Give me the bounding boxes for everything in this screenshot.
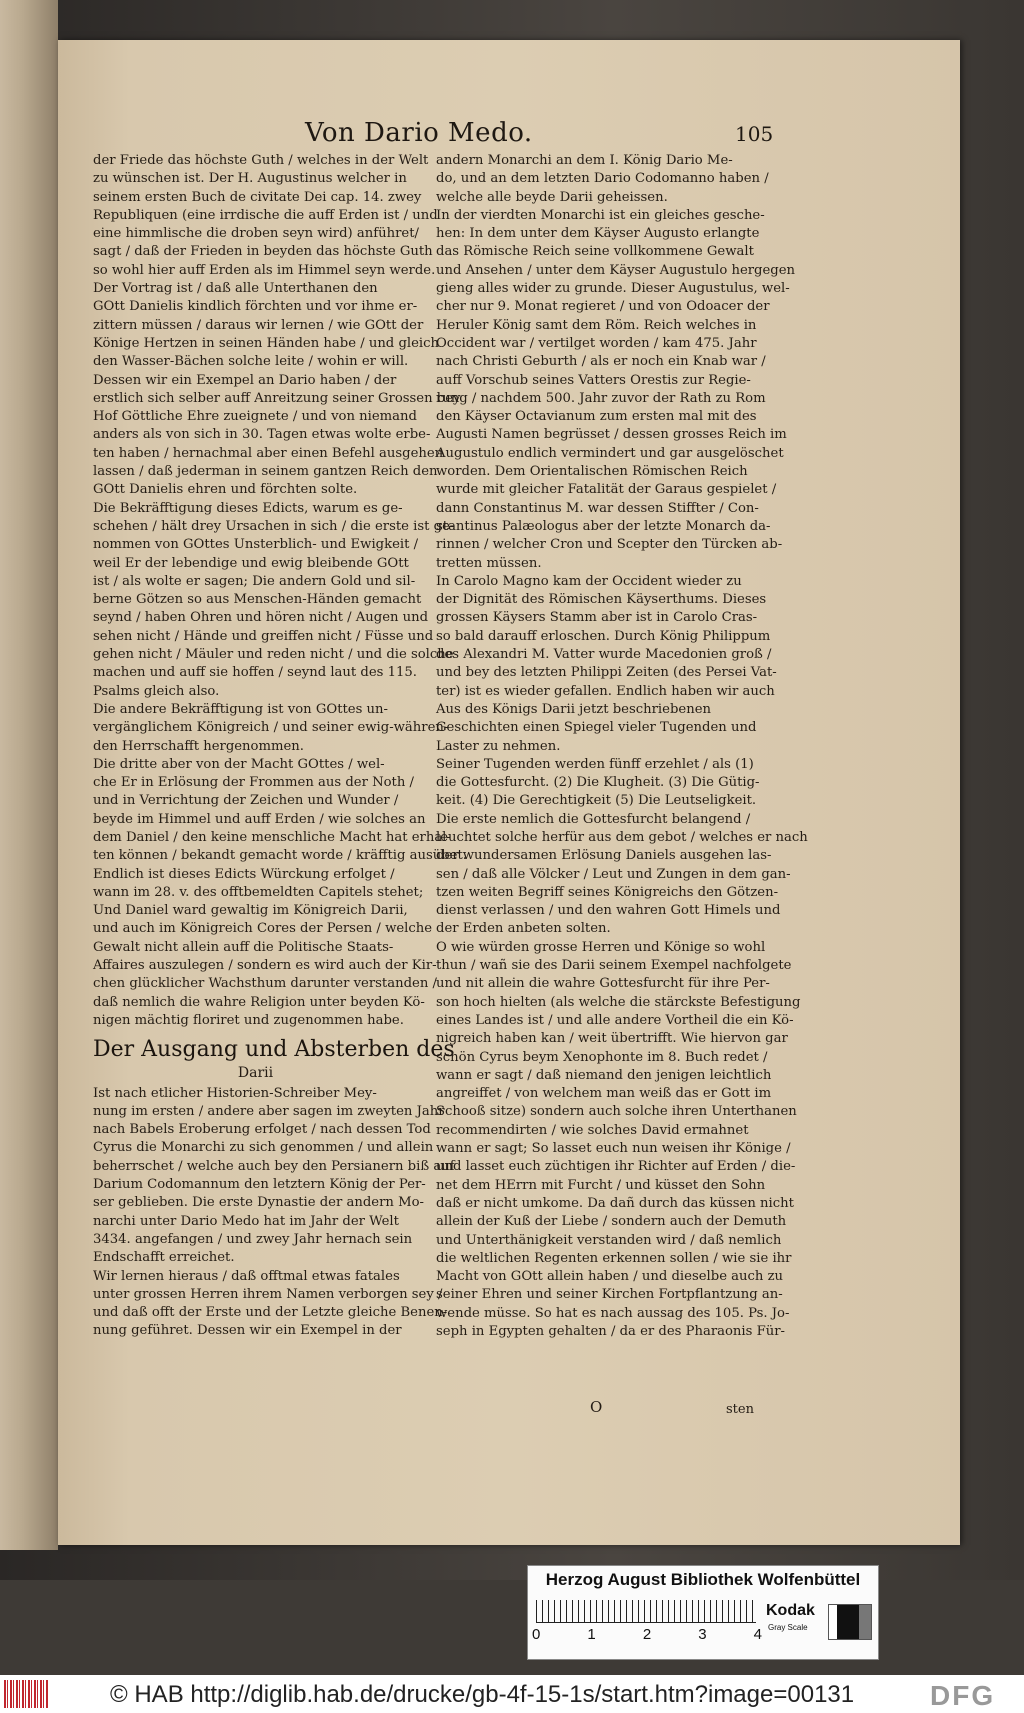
text-line: dann Constantinus M. war dessen Stiffter / Con- — [436, 500, 759, 516]
text-line: so wohl hier auff Erden als im Himmel seyn werde. — [93, 262, 436, 278]
text-line: grossen Käysers Stamm aber ist in Carolo Cras- — [436, 610, 758, 626]
text-line: rung / nachdem 500. Jahr zuvor der Rath zu Rom — [436, 390, 766, 406]
text-line: und Unterthänigkeit verstanden wird / daß nemlich — [436, 1232, 782, 1248]
text-line: Geschichten einen Spiegel vieler Tugenden und — [436, 720, 757, 736]
text-line: hen: In dem unter dem Käyser Augusto erlangte — [436, 226, 760, 242]
scale-ruler — [536, 1600, 756, 1623]
text-line: und bey des letzten Philippi Zeiten (des Persei Vat- — [436, 665, 777, 681]
text-line: Heruler König samt dem Röm. Reich welches in — [436, 317, 757, 333]
paragraph — [436, 756, 766, 811]
text-line: sagt / daß der Frieden in beyden das höchste Guth — [93, 244, 433, 260]
text-line: und Ansehen / unter dem Käyser Augustulo hergegen — [436, 262, 796, 278]
grayscale-label: Gray Scale — [768, 1623, 808, 1632]
text-line: Die Bekräfftigung dieses Edicts, warum es ge- — [93, 500, 403, 516]
text-line: andern Monarchi an dem I. König Dario Me- — [436, 153, 733, 168]
text-line: weil Er der lebendige und ewig bleibende GOtt — [93, 555, 409, 571]
text-line: und daß offt der Erste und der Letzte gleiche Benen- — [93, 1305, 448, 1321]
text-line: wann er sagt / daß niemand den jenigen leichtlich — [436, 1067, 772, 1083]
text-line: schön Cyrus beym Xenophonte im 8. Buch redet / — [436, 1049, 768, 1065]
text-line: ist / als wolte er sagen; Die andern Gold und sil- — [93, 573, 416, 589]
ruler-number: 2 — [642, 1626, 652, 1643]
copyright-link[interactable]: © HAB http://diglib.hab.de/drucke/gb-4f-15-1s/start.htm?image=00131 — [110, 1681, 855, 1708]
text-line: che Er in Erlösung der Frommen aus der Noth / — [93, 775, 414, 791]
text-line: beyde im Himmel und auff Erden / wie solches an — [93, 811, 426, 827]
text-line: Augusti Namen begrüsset / dessen grosses Reich im — [436, 427, 787, 443]
text-line: Die andere Bekräfftigung ist von GOttes un- — [93, 701, 388, 717]
text-line: nach Babels Eroberung erfolget / nach dessen Tod — [93, 1122, 431, 1138]
text-line: nigreich haben kan / weit übertrifft. Wie hiervon gar — [436, 1031, 788, 1047]
paragraph — [436, 152, 769, 207]
text-line: berne Götzen so aus Menschen-Händen gemacht — [93, 592, 422, 608]
text-line: 3434. angefangen / und zwey Jahr hernach sein — [93, 1231, 413, 1247]
text-line: Gewalt nicht allein auff die Politische Staats- — [93, 939, 394, 955]
ruler-numbers — [532, 1626, 762, 1643]
text-line: anders als von sich in 30. Tagen etwas wolte erbe- — [93, 427, 431, 443]
text-line: Aus des Königs Darii jetzt beschriebenen — [436, 701, 711, 717]
text-line: Affaires auszulegen / sondern es wird auch der Kir- — [93, 958, 437, 974]
text-line: seynd / haben Ohren und hören nicht / Augen und — [93, 610, 429, 626]
text-line: Macht von GOtt allein haben / und dieselbe auch zu — [436, 1269, 784, 1285]
text-line: dem Daniel / den keine menschliche Macht hat erhal- — [93, 829, 451, 845]
dfg-logo: DFG — [930, 1680, 996, 1711]
text-line: daß nemlich die wahre Religion unter beyden Kö- — [93, 994, 425, 1010]
text-line: so bald darauff erloschen. Durch König Philippum — [436, 628, 771, 644]
paragraph — [93, 1268, 448, 1341]
ruler-number: 1 — [587, 1626, 596, 1643]
text-line: der wundersamen Erlösung Daniels ausgehen las- — [436, 848, 772, 864]
text-line: und nit allein die wahre Gottesfurcht für ihre Per- — [436, 976, 770, 992]
text-line: das Römische Reich seine vollkommene Gewalt — [436, 244, 754, 260]
text-line: und lasset euch züchtigen ihr Richter auf Erden / die- — [436, 1159, 796, 1175]
running-head: Von Dario Medo. — [305, 118, 533, 148]
section-heading: Der Ausgang und Absterben des — [93, 1037, 455, 1063]
text-line: der Erden anbeten solten. — [436, 921, 611, 937]
text-line: zu wünschen ist. Der H. Augustinus welcher in — [93, 171, 407, 187]
text-line: In der vierdten Monarchi ist ein gleiches gesche- — [436, 207, 765, 223]
text-line: Cyrus die Monarchi zu sich genommen / und allein — [93, 1140, 434, 1156]
text-line: wurde mit gleicher Fatalität der Garaus gespielet / — [436, 482, 777, 498]
paragraph — [93, 280, 461, 500]
text-line: Occident war / vertilget worden / kam 475. Jahr — [436, 335, 757, 351]
text-line: des Alexandri M. Vatter wurde Macedonien groß / — [436, 647, 772, 663]
text-line: vergänglichem Königreich / und seiner ewig-währen- — [93, 720, 449, 736]
signature-mark: O — [590, 1398, 603, 1416]
text-line: eines Landes ist / und alle andere Vortheil die ein Kö- — [436, 1012, 794, 1028]
text-line: erstlich sich selber auff Anreitzung seiner Grossen bey — [93, 390, 461, 406]
text-line: rinnen / welcher Cron und Scepter den Türcken ab- — [436, 537, 783, 553]
text-line: O wie würden grosse Herren und Könige so wohl — [436, 939, 766, 955]
text-line: der Friede das höchste Guth / welches in der Welt — [93, 153, 429, 168]
text-line: und auch im Königreich Cores der Persen / welche — [93, 921, 433, 937]
text-line: Augustulo endlich vermindert und gar ausgelöschet — [436, 445, 784, 461]
text-line: dienst verlassen / und den wahren Gott Himels und — [436, 903, 781, 919]
text-line: den Wasser-Bächen solche leite / wohin er will. — [93, 354, 409, 370]
text-line: wann er sagt; So lasset euch nun weisen ihr Könige / — [436, 1141, 791, 1157]
text-line: welche alle beyde Darii geheissen. — [436, 189, 668, 205]
right-column — [436, 152, 808, 1341]
text-line: worden. Dem Orientalischen Römischen Reich — [436, 464, 748, 480]
library-name: Herzog August Bibliothek Wolfenbüttel — [545, 1570, 861, 1589]
text-line: net dem HErrn mit Furcht / und küsset den Sohn — [436, 1177, 766, 1193]
text-line: Schooß sitze) sondern auch solche ihren Unterthanen — [436, 1104, 797, 1120]
text-line: Endschafft erreichet. — [93, 1250, 235, 1266]
text-line: den Herrschafft hergenommen. — [93, 738, 304, 754]
paragraph — [93, 1085, 455, 1268]
text-line: Und Daniel ward gewaltig im Königreich Darii, — [93, 903, 408, 919]
text-line: auff Vorschub seines Vatters Orestis zur Regie- — [436, 372, 751, 388]
text-line: GOtt Danielis kindlich förchten und vor ihme er- — [93, 299, 418, 315]
text-line: eine himmlische die droben seyn wird) anführet/ — [93, 226, 419, 242]
text-line: wende müsse. So hat es nach aussag des 105. Ps. Jo- — [436, 1305, 790, 1321]
section-heading-sub: Darii — [237, 1065, 274, 1082]
text-line: sen / daß alle Völcker / Leut und Zungen in dem gan- — [436, 866, 791, 882]
text-line: seinem ersten Buch de civitate Dei cap. 14. zwey — [93, 189, 422, 205]
text-line: cher nur 9. Monat regieret / und von Odoacer der — [436, 299, 770, 315]
text-line: seph in Egypten gehalten / da er des Pharaonis Für- — [436, 1324, 786, 1339]
text-line: stantinus Palæologus aber der letzte Monarch da- — [436, 518, 771, 534]
text-line: den Käyser Octavianum zum ersten mal mit des — [436, 409, 757, 425]
catchword: sten — [726, 1402, 754, 1417]
text-line: recommendirten / wie solches David ermahnet — [436, 1122, 749, 1138]
paragraph — [93, 500, 455, 701]
text-line: und in Verrichtung der Zeichen und Wunder / — [93, 793, 399, 809]
left-column — [93, 152, 467, 1341]
previous-page-edge — [0, 0, 58, 1550]
text-line: machen und auff sie hoffen / seynd laut des 115. — [93, 665, 417, 681]
gray-swatches — [828, 1604, 872, 1640]
barcode-icon — [4, 1680, 48, 1708]
text-line: gieng alles wider zu grunde. Dieser Augustulus, wel- — [436, 281, 790, 297]
text-line: nigen mächtig floriret und zugenommen habe. — [93, 1012, 404, 1028]
text-line: nach Christi Geburth / als er noch ein Knab war / — [436, 354, 766, 370]
text-line: sehen nicht / Hände und greiffen nicht / Füsse und — [93, 628, 434, 644]
kodak-logo: Kodak — [766, 1602, 815, 1619]
text-line: narchi unter Dario Medo hat im Jahr der Welt — [93, 1213, 399, 1229]
text-line: Darium Codomannum den letztern König der Per- — [93, 1177, 426, 1193]
text-line: In Carolo Magno kam der Occident wieder zu — [436, 573, 742, 589]
ruler-number: 4 — [753, 1626, 762, 1643]
text-line: son hoch hielten (als welche die stärckste Befestigung — [436, 994, 801, 1010]
text-line: beherrschet / welche auch bey den Persianern biß auf — [93, 1158, 455, 1174]
text-line: Wir lernen hieraus / daß offtmal etwas fatales — [93, 1268, 400, 1284]
text-line: thun / wañ sie des Darii seinem Exempel nachfolgete — [436, 958, 792, 974]
paragraph — [436, 573, 777, 756]
text-line: die Gottesfurcht. (2) Die Klugheit. (3) Die Gütig- — [436, 775, 760, 791]
text-line: Die erste nemlich die Gottesfurcht belangend / — [436, 811, 751, 827]
text-line: keit. (4) Die Gerechtigkeit (5) Die Leutseligkeit. — [436, 793, 757, 809]
text-line: leuchtet solche herfür aus dem gebot / welches er nach — [436, 829, 808, 845]
paragraph — [436, 939, 801, 1342]
paragraph — [93, 866, 437, 1031]
text-line: do, und an dem letzten Dario Codomanno haben / — [436, 171, 769, 187]
text-line: tretten müssen. — [436, 555, 542, 571]
text-line: seiner Ehren und seiner Kirchen Fortpflantzung an- — [436, 1287, 783, 1303]
text-line: nung im ersten / andere aber sagen im zweyten Jahr — [93, 1103, 445, 1119]
library-color-card — [527, 1565, 879, 1660]
text-line: tzen weiten Begriff seines Königreichs den Götzen- — [436, 884, 779, 900]
paragraph — [93, 756, 467, 866]
paragraph — [436, 207, 796, 573]
text-line: ten können / bekandt gemacht worde / kräfftig ausübet. — [93, 848, 467, 864]
text-line: angreiffet / von welchem man weiß das er Gott im — [436, 1086, 772, 1102]
text-line: Die dritte aber von der Macht GOttes / wel- — [93, 756, 385, 772]
text-line: ten haben / hernachmal aber einen Befehl ausgehen — [93, 445, 444, 461]
ruler-number: 3 — [698, 1626, 707, 1643]
text-line: Könige Hertzen in seinen Händen habe / und gleich — [93, 335, 440, 351]
text-line: nung geführet. Dessen wir ein Exempel in der — [93, 1323, 402, 1339]
paragraph — [93, 152, 438, 280]
text-line: Endlich ist dieses Edicts Würckung erfolget / — [93, 866, 395, 882]
paragraph — [93, 701, 449, 756]
text-line: Dessen wir ein Exempel an Dario haben / der — [93, 372, 397, 388]
text-line: Der Vortrag ist / daß alle Unterthanen den — [93, 281, 378, 297]
text-line: unter grossen Herren ihrem Namen verborgen sey / — [93, 1286, 443, 1302]
text-line: chen glücklicher Wachsthum darunter verstanden / — [93, 976, 437, 992]
text-line: ser geblieben. Die erste Dynastie der andern Mo- — [93, 1195, 424, 1211]
text-line: schehen / hält drey Ursachen in sich / die erste ist ge- — [93, 518, 455, 534]
text-line: ter) ist es wieder gefallen. Endlich haben wir auch — [436, 683, 775, 699]
text-line: Republiquen (eine irrdische die auff Erden ist / und — [93, 207, 438, 223]
text-line: die weltlichen Regenten erkennen sollen / wie sie ihr — [436, 1250, 792, 1266]
text-line: Ist nach etlicher Historien-Schreiber Mey- — [93, 1085, 377, 1101]
page-number: 105 — [735, 122, 774, 146]
text-line: wann im 28. v. des offtbemeldten Capitels stehet; — [93, 884, 424, 900]
text-line: der Dignität des Römischen Käyserthums. Dieses — [436, 592, 767, 608]
text-line: zittern müssen / daraus wir lernen / wie GOtt der — [93, 317, 424, 333]
text-line: Laster zu nehmen. — [436, 738, 561, 754]
text-line: gehen nicht / Mäuler und reden nicht / und die solche — [93, 647, 454, 663]
text-line: Psalms gleich also. — [93, 683, 220, 699]
text-line: Seiner Tugenden werden fünff erzehlet / als (1) — [436, 756, 754, 772]
text-line: Hof Göttliche Ehre zueignete / und von niemand — [93, 409, 417, 425]
text-line: nommen von GOttes Unsterblich- und Ewigkeit / — [93, 537, 419, 553]
ruler-number: 0 — [532, 1626, 541, 1643]
text-line: lassen / daß jederman in seinem gantzen Reich den — [93, 464, 438, 480]
text-line: daß er nicht umkome. Da dañ durch das küssen nicht — [436, 1195, 794, 1211]
paragraph — [436, 811, 808, 939]
text-line: allein der Kuß der Liebe / sondern auch der Demuth — [436, 1214, 787, 1230]
text-line: GOtt Danielis ehren und förchten solte. — [93, 482, 358, 498]
